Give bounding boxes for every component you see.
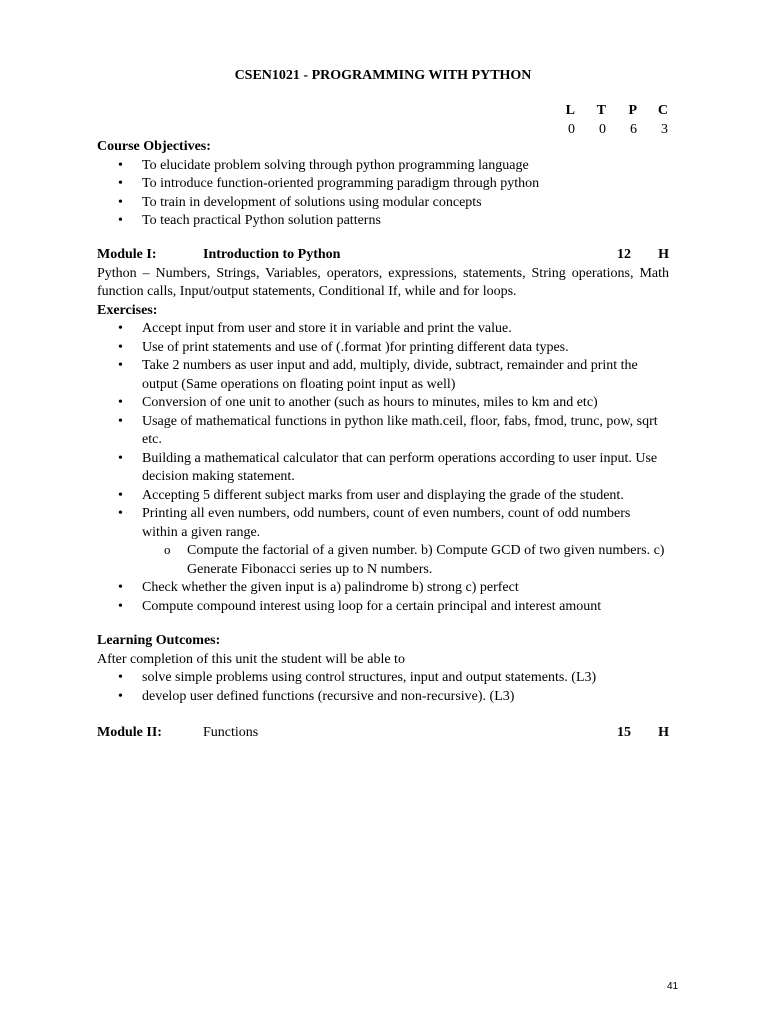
list-item: • Accept input from user and store it in variable and print the value.	[97, 320, 669, 339]
objectives-list	[97, 157, 669, 231]
list-item: • develop user defined functions (recursive and non-recursive). (L3)	[97, 688, 669, 707]
list-item: • Printing all even numbers, odd numbers, count of even numbers, count of odd numbers within a given range.	[97, 505, 669, 542]
sub-exercise-list	[142, 542, 669, 579]
list-item: • To train in development of solutions using modular concepts	[97, 194, 669, 213]
module-1-hours	[617, 246, 669, 265]
list-item: • solve simple problems using control structures, input and output statements. (L3)	[97, 669, 669, 688]
module-2-hours-unit: H	[658, 725, 669, 740]
outcomes-list	[97, 669, 669, 706]
list-item: • Conversion of one unit to another (such as hours to minutes, miles to km and etc)	[97, 394, 669, 413]
page-number: 41	[667, 981, 679, 992]
ltpc-header-l: L	[565, 103, 575, 118]
module-1-section	[97, 246, 669, 616]
ltpc-value-p: 6	[630, 121, 637, 137]
module-2-section	[97, 724, 669, 743]
ltpc-value-t: 0	[599, 121, 606, 137]
list-item: • Check whether the given input is a) palindrome b) strong c) perfect	[97, 579, 669, 598]
list-item: • Take 2 numbers as user input and add, multiply, divide, subtract, remainder and print the output (Same operations on floating point input as well)	[97, 357, 669, 394]
ltpc-table	[544, 102, 668, 139]
module-2-name: Functions	[203, 725, 259, 740]
module-1-name: Introduction to Python	[203, 247, 341, 262]
exercises-heading: Exercises:	[97, 302, 158, 318]
module-1-label: Module I:	[97, 247, 157, 262]
list-item: • Usage of mathematical functions in python like math.ceil, floor, fabs, fmod, trunc, pow, sqrt etc.	[97, 413, 669, 450]
ltpc-value-l: 0	[568, 121, 575, 137]
ltpc-header-p: P	[628, 103, 637, 118]
list-item: • Building a mathematical calculator that can perform operations according to user input. Use decision making statement.	[97, 450, 669, 487]
exercises-list-continued	[97, 579, 669, 616]
ltpc-value-row	[544, 121, 668, 140]
list-item: • To introduce function-oriented programming paradigm through python	[97, 175, 669, 194]
course-title: CSEN1021 - PROGRAMMING WITH PYTHON	[234, 68, 532, 83]
course-objectives-section	[97, 138, 669, 231]
list-item: • Accepting 5 different subject marks from user and displaying the grade of the student.	[97, 487, 669, 506]
module-1-hours-value: 12	[617, 247, 631, 262]
module-1-hours-unit: H	[658, 247, 669, 262]
objectives-heading: Course Objectives:	[97, 139, 211, 154]
ltpc-header-t: T	[596, 103, 606, 118]
ltpc-header-row	[544, 102, 668, 121]
exercises-list	[97, 320, 669, 542]
list-item: • To teach practical Python solution patterns	[97, 212, 669, 231]
learning-outcomes-section	[97, 632, 669, 706]
module-1-header	[97, 246, 669, 265]
module-2-hours-value: 15	[617, 725, 631, 740]
outcomes-intro: After completion of this unit the student will be able to	[97, 651, 405, 667]
ltpc-header-c: C	[657, 103, 668, 118]
module-2-header	[97, 724, 669, 743]
module-1-description: Python – Numbers, Strings, Variables, operators, expressions, statements, String operations, Math function calls, Input/output statements, Conditional If, while and for loops.	[97, 265, 669, 299]
ltpc-value-c: 3	[661, 121, 668, 137]
module-2-label: Module II:	[97, 725, 162, 740]
list-item: o Compute the factorial of a given number. b) Compute GCD of two given numbers. c) Generate Fibonacci series up to N numbers.	[142, 542, 669, 579]
list-item: • To elucidate problem solving through python programming language	[97, 157, 669, 176]
list-item: • Compute compound interest using loop for a certain principal and interest amount	[97, 598, 669, 617]
outcomes-heading: Learning Outcomes:	[97, 633, 221, 648]
list-item: • Use of print statements and use of (.format )for printing different data types.	[97, 339, 669, 358]
module-2-hours	[617, 724, 669, 743]
